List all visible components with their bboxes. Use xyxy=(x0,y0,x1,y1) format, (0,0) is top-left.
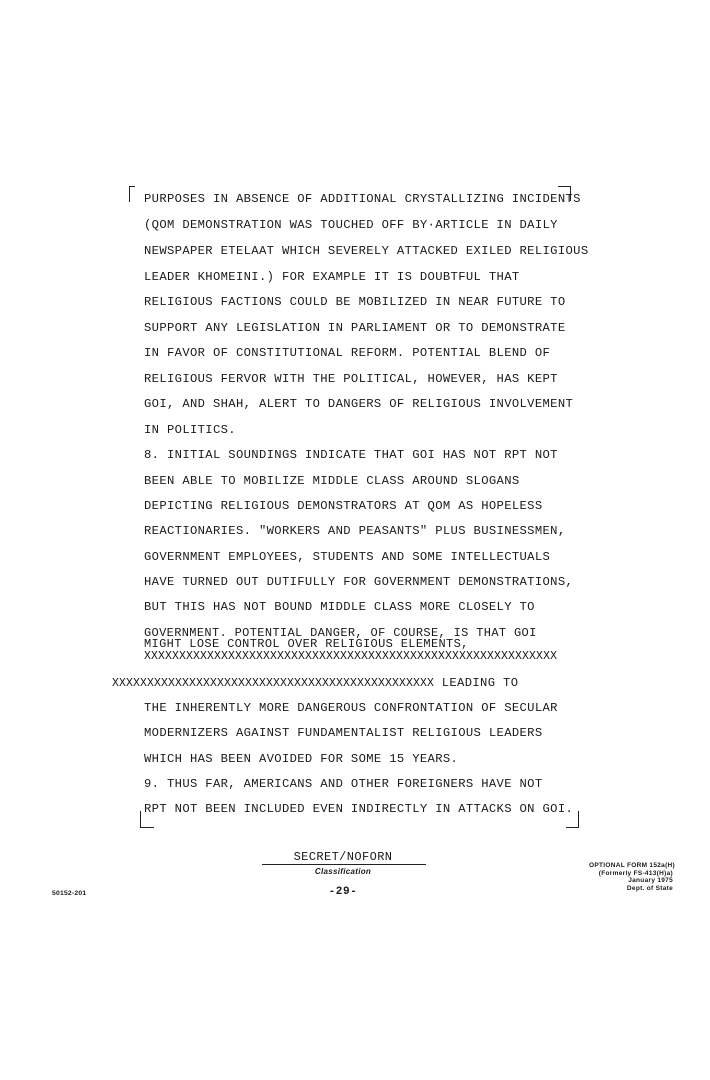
classification-label: Classification xyxy=(314,867,372,876)
body-line: 9. THUS FAR, AMERICANS AND OTHER FOREIGNERS HAVE NOT xyxy=(144,777,543,791)
body-line: RELIGIOUS FERVOR WITH THE POLITICAL, HOWEVER, HAS KEPT xyxy=(144,372,558,386)
form-line: (Formerly FS-413(H)a) xyxy=(598,869,673,877)
body-line: DEPICTING RELIGIOUS DEMONSTRATORS AT QOM AS HOPELESS xyxy=(144,499,543,513)
body-line: BUT THIS HAS NOT BOUND MIDDLE CLASS MORE CLOSELY TO xyxy=(144,600,535,614)
body-line: IN FAVOR OF CONSTITUTIONAL REFORM. POTENTIAL BLEND OF xyxy=(144,346,551,360)
body-line: GOVERNMENT. POTENTIAL DANGER, OF COURSE, IS THAT GOI xyxy=(144,626,537,640)
struck-out-line xyxy=(112,676,518,691)
body-line: RELIGIOUS FACTIONS COULD BE MOBILIZED IN NEAR FUTURE TO xyxy=(144,295,566,309)
body-line: BEEN ABLE TO MOBILIZE MIDDLE CLASS AROUND SLOGANS xyxy=(144,474,520,488)
body-line: RPT NOT BEEN INCLUDED EVEN INDIRECTLY IN ATTACKS ON GOI. xyxy=(144,802,574,816)
struck-out-line: XXXXXXXXXXXXXXXXXXXXXXXXXXXXXXXXXXXXXXXXXXXXXXXXXXXXXXXXXXX xyxy=(144,650,558,663)
body-line: NEWSPAPER ETELAAT WHICH SEVERELY ATTACKED EXILED RELIGIOUS xyxy=(144,244,589,258)
struck-line-tail: LEADING TO xyxy=(434,676,519,690)
page-number: -29- xyxy=(328,886,358,898)
body-line: REACTIONARIES. "WORKERS AND PEASANTS" PLUS BUSINESSMEN, xyxy=(144,524,566,538)
body-line: 8. INITIAL SOUNDINGS INDICATE THAT GOI HAS NOT RPT NOT xyxy=(144,448,558,462)
struck-out-text: XXXXXXXXXXXXXXXXXXXXXXXXXXXXXXXXXXXXXXXXXXXXXX xyxy=(112,677,435,690)
body-line: MIGHT LOSE CONTROL OVER RELIGIOUS ELEMENTS, xyxy=(144,637,469,651)
body-line: LEADER KHOMEINI.) FOR EXAMPLE IT IS DOUBTFUL THAT xyxy=(144,270,520,284)
document-code: 50152-201 xyxy=(52,890,87,897)
body-line: GOVERNMENT EMPLOYEES, STUDENTS AND SOME INTELLECTUALS xyxy=(144,550,551,564)
bracket-top-left xyxy=(129,186,135,202)
form-line: January 1975 xyxy=(628,877,673,885)
body-line: PURPOSES IN ABSENCE OF ADDITIONAL CRYSTALLIZING INCIDENTS xyxy=(144,192,581,206)
body-line: IN POLITICS. xyxy=(144,423,236,437)
body-line: (QOM DEMONSTRATION WAS TOUCHED OFF BY·ARTICLE IN DAILY xyxy=(144,218,558,232)
classification-marking: SECRET/NOFORN xyxy=(293,850,393,864)
body-line: SUPPORT ANY LEGISLATION IN PARLIAMENT OR TO DEMONSTRATE xyxy=(144,321,566,335)
body-line: MODERNIZERS AGAINST FUNDAMENTALIST RELIGIOUS LEADERS xyxy=(144,726,543,740)
body-line: WHICH HAS BEEN AVOIDED FOR SOME 15 YEARS. xyxy=(144,752,459,766)
form-designation xyxy=(520,862,675,892)
form-line: Dept. of State xyxy=(626,884,673,892)
body-line: HAVE TURNED OUT DUTIFULLY FOR GOVERNMENT DEMONSTRATIONS, xyxy=(144,575,574,589)
classification-rule xyxy=(262,864,426,865)
form-line: OPTIONAL FORM 152a(H) xyxy=(589,862,675,869)
body-line: GOI, AND SHAH, ALERT TO DANGERS OF RELIGIOUS INVOLVEMENT xyxy=(144,397,574,411)
body-line: THE INHERENTLY MORE DANGEROUS CONFRONTATION OF SECULAR xyxy=(144,701,558,715)
